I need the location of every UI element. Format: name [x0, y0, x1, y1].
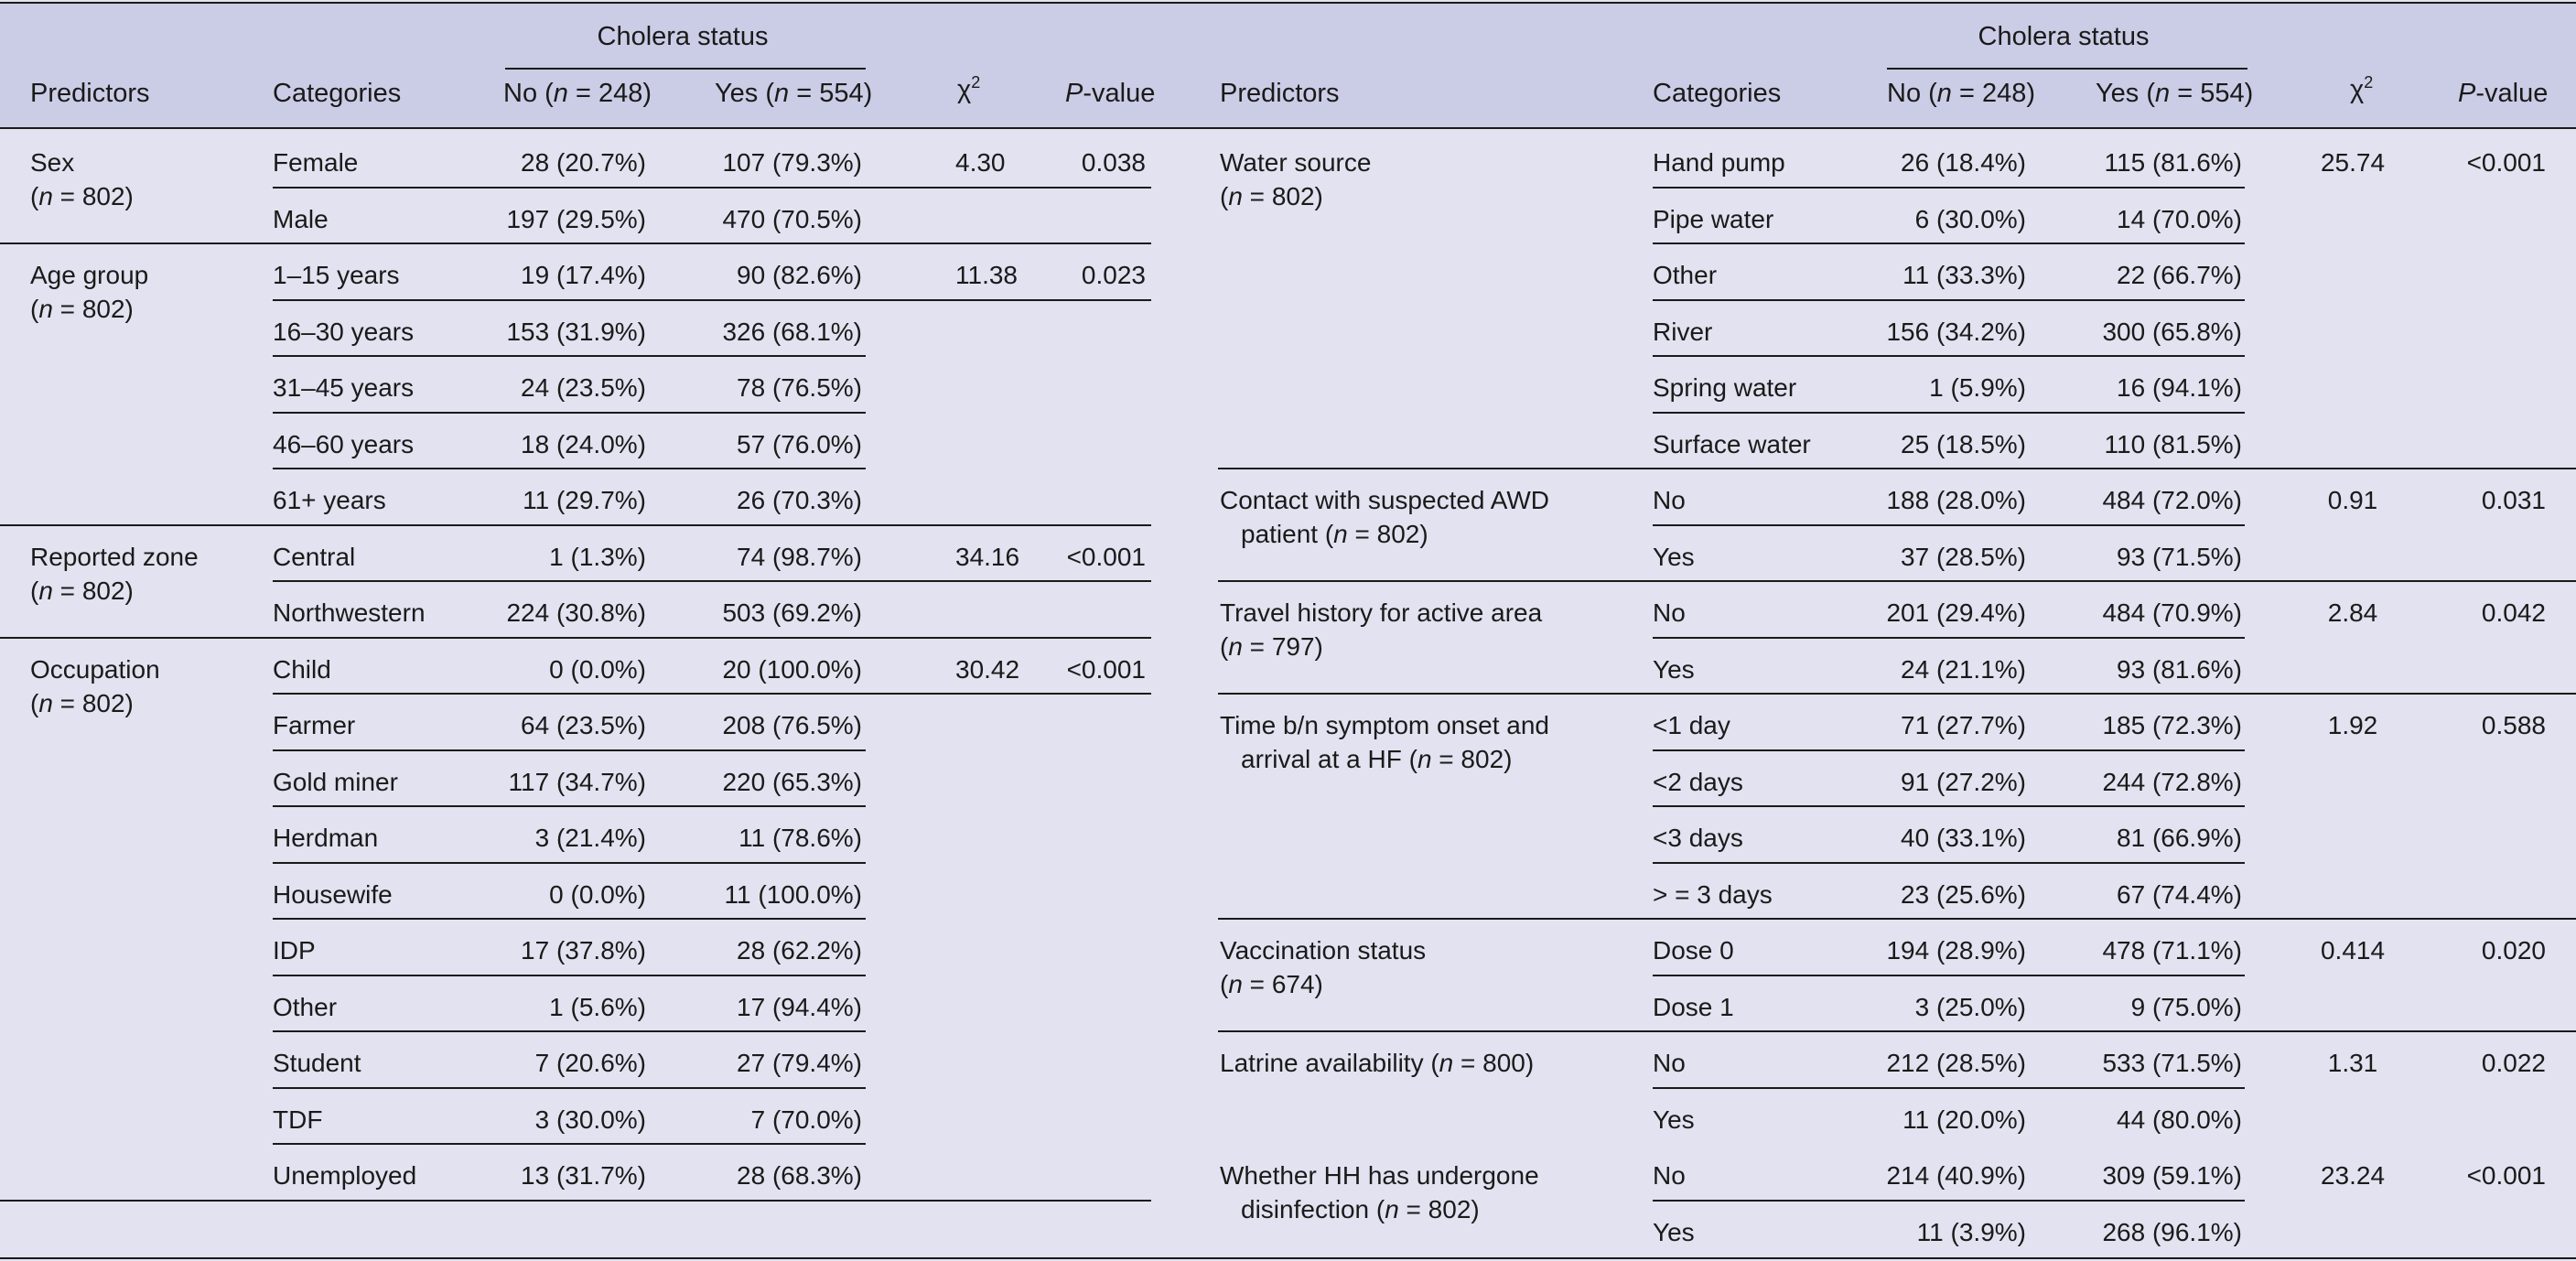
category-cell: 16–30 years	[273, 317, 415, 346]
no-count-cell: 3 (21.4%)	[534, 824, 646, 852]
paren: (	[30, 576, 39, 605]
category-cell: Yes	[1653, 654, 1695, 684]
text-fragment: Whether HH has undergone	[1220, 1161, 1539, 1190]
category-divider	[273, 975, 866, 976]
text-fragment: = 554)	[789, 79, 873, 108]
chi-square-value: 34.16	[955, 542, 1020, 571]
category-cell: Central	[273, 542, 356, 571]
category-divider	[273, 1030, 866, 1032]
text-fragment: = 248)	[567, 79, 652, 108]
text-fragment: = 802)	[1398, 1195, 1480, 1223]
group-divider	[0, 637, 1151, 639]
yes-count-cell: 244 (72.8%)	[2102, 767, 2242, 796]
category-divider	[1653, 749, 2245, 751]
category-cell: Yes	[1653, 1217, 1695, 1246]
no-count-cell: 25 (18.5%)	[1901, 429, 2026, 458]
category-divider	[1653, 355, 2245, 357]
no-count-cell: 6 (30.0%)	[1914, 204, 2026, 233]
text-fragment: (	[1220, 970, 1229, 998]
category-cell: <1 day	[1653, 711, 1730, 739]
chi-square-header	[957, 73, 980, 106]
p-value: <0.001	[2466, 148, 2546, 177]
p-value-header	[1065, 77, 1155, 110]
no-count-cell: 224 (30.8%)	[506, 598, 646, 627]
category-cell: TDF	[273, 1105, 323, 1134]
yes-count-cell: 93 (81.6%)	[2117, 654, 2242, 684]
category-cell: <2 days	[1653, 767, 1743, 796]
paren: (	[30, 688, 39, 717]
italic-n: n	[1333, 520, 1348, 548]
no-count-cell: 1 (5.6%)	[549, 992, 646, 1021]
category-cell: Surface water	[1653, 429, 1811, 458]
category-cell: No	[1653, 598, 1686, 627]
italic-n: n	[1228, 632, 1243, 661]
yes-count-cell: 478 (71.1%)	[2102, 936, 2242, 965]
no-count-cell: 13 (31.7%)	[521, 1161, 646, 1190]
chi-square-value: 0.91	[2327, 486, 2378, 514]
header-bottom-rule	[0, 127, 2576, 129]
category-divider	[273, 299, 1151, 301]
text-fragment: Contact with suspected AWD	[1220, 486, 1550, 514]
group-divider	[1218, 580, 2576, 582]
no-count-cell: 1 (1.3%)	[549, 542, 646, 571]
group-divider	[0, 1200, 1151, 1202]
no-count-cell: 201 (29.4%)	[1886, 598, 2026, 627]
category-cell: No	[1653, 1161, 1686, 1190]
text-fragment: = 802)	[52, 295, 134, 323]
text-fragment: (	[1220, 632, 1229, 661]
predictor-label: Reported zone	[30, 542, 199, 571]
p-value: <0.001	[1066, 654, 1146, 684]
group-divider	[1218, 918, 2576, 920]
no-count-cell: 17 (37.8%)	[521, 936, 646, 965]
category-cell: Yes	[1653, 542, 1695, 571]
yes-count-cell: 57 (76.0%)	[737, 429, 862, 458]
yes-count-cell: 110 (81.5%)	[2104, 429, 2242, 458]
yes-count-cell: 484 (72.0%)	[2102, 486, 2242, 514]
paren: (	[30, 295, 39, 323]
category-divider	[1653, 242, 2245, 244]
predictor-label	[1220, 934, 1426, 967]
no-count-cell: 37 (28.5%)	[1901, 542, 2026, 571]
category-divider	[273, 862, 866, 864]
predictor-label	[1241, 1193, 1480, 1226]
cholera-status-span-rule	[1887, 68, 2247, 70]
text-fragment: χ	[957, 75, 972, 104]
no-count-cell: 117 (34.7%)	[508, 767, 646, 796]
category-divider	[1653, 299, 2245, 301]
yes-count-cell: 300 (65.8%)	[2102, 317, 2242, 346]
yes-count-cell: 67 (74.4%)	[2117, 879, 2242, 909]
yes-count-cell: 309 (59.1%)	[2102, 1161, 2242, 1190]
yes-count-cell: 185 (72.3%)	[2102, 711, 2242, 739]
text-fragment: Yes (	[715, 79, 775, 108]
yes-column-header	[715, 77, 872, 110]
p-value: <0.001	[2466, 1161, 2546, 1190]
text-fragment: Vaccination status	[1220, 936, 1427, 965]
category-cell: Male	[273, 204, 329, 233]
predictor-label	[1220, 709, 1549, 742]
yes-count-cell: 326 (68.1%)	[722, 317, 862, 346]
yes-count-cell: 90 (82.6%)	[737, 261, 862, 289]
yes-count-cell: 115 (81.6%)	[2104, 148, 2242, 177]
predictor-label	[1220, 630, 1323, 663]
category-cell: Herdman	[273, 824, 379, 852]
category-cell: No	[1653, 486, 1686, 514]
italic-n: P	[2458, 79, 2476, 108]
no-count-cell: 11 (29.7%)	[523, 486, 646, 514]
text-fragment: (	[1220, 182, 1229, 210]
no-count-cell: 7 (20.6%)	[534, 1049, 646, 1077]
predictor-label: Sex	[30, 148, 75, 177]
group-divider	[1218, 693, 2576, 695]
group-divider	[1218, 468, 2576, 469]
yes-count-cell: 107 (79.3%)	[722, 148, 862, 177]
no-count-cell: 19 (17.4%)	[521, 261, 646, 289]
chi-square-exponent: 2	[2364, 73, 2374, 92]
category-cell: Dose 0	[1653, 936, 1734, 965]
text-fragment: = 797)	[1242, 632, 1323, 661]
group-divider	[1218, 1030, 2576, 1032]
yes-count-cell: 74 (98.7%)	[737, 542, 862, 571]
predictor-label	[1220, 968, 1323, 1001]
no-count-cell: 11 (3.9%)	[1916, 1217, 2026, 1246]
no-count-cell: 197 (29.5%)	[506, 204, 646, 233]
table-top-rule	[0, 2, 2576, 4]
italic-n: n	[1385, 1195, 1399, 1223]
no-count-cell: 11 (33.3%)	[1902, 261, 2026, 289]
category-divider	[273, 1087, 866, 1089]
predictor-label	[1220, 484, 1549, 517]
category-cell: <3 days	[1653, 824, 1743, 852]
yes-count-cell: 28 (62.2%)	[737, 936, 862, 965]
italic-n: n	[38, 182, 53, 210]
italic-n: P	[1065, 79, 1083, 108]
categories-header: Categories	[273, 79, 402, 108]
yes-count-cell: 16 (94.1%)	[2117, 373, 2242, 402]
text-fragment: No (	[503, 79, 554, 108]
category-cell: Unemployed	[273, 1161, 417, 1190]
p-value-header	[2458, 77, 2548, 110]
category-divider	[1653, 805, 2245, 807]
predictor-label	[1241, 743, 1512, 776]
yes-count-cell: 503 (69.2%)	[722, 598, 862, 627]
no-count-cell: 156 (34.2%)	[1886, 317, 2026, 346]
yes-count-cell: 533 (71.5%)	[2102, 1049, 2242, 1077]
cholera-status-span-rule	[505, 68, 866, 70]
text-fragment: -value	[1083, 79, 1156, 108]
yes-count-cell: 28 (68.3%)	[737, 1161, 862, 1190]
text-fragment: disinfection (	[1241, 1195, 1385, 1223]
yes-count-cell: 14 (70.0%)	[2117, 204, 2242, 233]
yes-count-cell: 27 (79.4%)	[737, 1049, 862, 1077]
category-cell: Other	[1653, 261, 1718, 289]
no-count-cell: 26 (18.4%)	[1901, 148, 2026, 177]
category-cell: River	[1653, 317, 1713, 346]
text-fragment: arrival at a HF (	[1241, 745, 1417, 773]
no-count-cell: 24 (23.5%)	[521, 373, 646, 402]
text-fragment: No (	[1887, 79, 1937, 108]
category-divider	[273, 468, 866, 469]
category-cell: Student	[273, 1049, 361, 1077]
no-count-cell: 40 (33.1%)	[1901, 824, 2026, 852]
italic-n: n	[1439, 1049, 1454, 1077]
yes-count-cell: 11 (100.0%)	[724, 879, 862, 909]
category-divider	[273, 187, 1151, 189]
italic-n: n	[1936, 79, 1952, 108]
cholera-status-header: Cholera status	[1978, 22, 2150, 51]
no-count-cell: 24 (21.1%)	[1901, 654, 2026, 684]
category-divider	[1653, 524, 2245, 526]
category-divider	[273, 580, 1151, 582]
italic-n: n	[774, 79, 790, 108]
no-count-cell: 3 (30.0%)	[534, 1105, 646, 1134]
group-divider	[0, 242, 1151, 244]
paren: (	[30, 182, 39, 210]
categories-header: Categories	[1653, 79, 1782, 108]
text-fragment: patient (	[1241, 520, 1334, 548]
no-count-cell: 23 (25.6%)	[1901, 879, 2026, 909]
category-divider	[1653, 637, 2245, 639]
yes-count-cell: 20 (100.0%)	[722, 654, 862, 684]
category-divider	[273, 1143, 866, 1145]
no-count-cell: 64 (23.5%)	[521, 711, 646, 739]
chi-square-value: 1.31	[2327, 1049, 2378, 1077]
predictor-label	[1220, 597, 1542, 630]
category-cell: 61+ years	[273, 486, 386, 514]
predictor-n	[30, 293, 134, 326]
text-fragment: = 248)	[1951, 79, 2036, 108]
table-bottom-rule	[0, 1257, 2576, 1259]
chi-square-value: 25.74	[2320, 148, 2386, 177]
category-cell: Dose 1	[1653, 992, 1734, 1021]
category-divider	[1653, 862, 2245, 864]
chi-square-value: 30.42	[955, 654, 1020, 684]
italic-n: n	[38, 688, 53, 717]
text-fragment: Water source	[1220, 148, 1372, 177]
predictors-header: Predictors	[1220, 79, 1340, 108]
no-count-cell: 214 (40.9%)	[1886, 1161, 2026, 1190]
italic-n: n	[38, 576, 53, 605]
text-fragment: Travel history for active area	[1220, 598, 1543, 627]
chi-square-header	[2350, 73, 2373, 106]
category-cell: Other	[273, 992, 338, 1021]
italic-n: n	[1417, 745, 1432, 773]
predictor-n	[30, 687, 134, 720]
no-count-cell: 28 (20.7%)	[521, 148, 646, 177]
predictor-n	[30, 180, 134, 213]
text-fragment: Yes (	[2096, 79, 2156, 108]
chi-square-value: 4.30	[955, 148, 1006, 177]
yes-count-cell: 11 (78.6%)	[738, 824, 862, 852]
text-fragment: = 802)	[1431, 745, 1513, 773]
no-count-cell: 18 (24.0%)	[521, 429, 646, 458]
yes-count-cell: 22 (66.7%)	[2117, 261, 2242, 289]
yes-count-cell: 268 (96.1%)	[2102, 1217, 2242, 1246]
text-fragment: Time b/n symptom onset and	[1220, 711, 1550, 739]
yes-column-header	[2096, 77, 2253, 110]
category-divider	[273, 355, 866, 357]
category-divider	[1653, 1200, 2245, 1202]
category-cell: Spring water	[1653, 373, 1797, 402]
yes-count-cell: 208 (76.5%)	[722, 711, 862, 739]
text-fragment: = 802)	[52, 182, 134, 210]
predictor-label	[1220, 180, 1323, 213]
text-fragment: Latrine availability (	[1220, 1049, 1439, 1077]
chi-square-exponent: 2	[971, 73, 981, 92]
category-cell: Housewife	[273, 879, 393, 909]
no-count-cell: 91 (27.2%)	[1901, 767, 2026, 796]
category-cell: IDP	[273, 936, 316, 965]
category-cell: Farmer	[273, 711, 356, 739]
p-value: 0.042	[2481, 598, 2546, 627]
category-cell: Northwestern	[273, 598, 426, 627]
chi-square-value: 1.92	[2327, 711, 2378, 739]
category-cell: 1–15 years	[273, 261, 400, 289]
yes-count-cell: 81 (66.9%)	[2117, 824, 2242, 852]
category-divider	[1653, 975, 2245, 976]
category-cell: Child	[273, 654, 331, 684]
no-count-cell: 1 (5.9%)	[1929, 373, 2026, 402]
category-cell: Female	[273, 148, 359, 177]
italic-n: n	[2155, 79, 2171, 108]
no-count-cell: 3 (25.0%)	[1914, 992, 2026, 1021]
no-count-cell: 194 (28.9%)	[1886, 936, 2026, 965]
p-value: 0.023	[1081, 261, 1146, 289]
text-fragment: = 674)	[1242, 970, 1323, 998]
p-value: 0.022	[2481, 1049, 2546, 1077]
category-divider	[273, 749, 866, 751]
predictor-label	[1220, 146, 1371, 179]
italic-n: n	[553, 79, 568, 108]
yes-count-cell: 44 (80.0%)	[2117, 1105, 2242, 1134]
no-count-cell: 212 (28.5%)	[1886, 1049, 2026, 1077]
group-divider	[0, 524, 1151, 526]
category-cell: 46–60 years	[273, 429, 415, 458]
italic-n: n	[1228, 182, 1243, 210]
no-count-cell: 0 (0.0%)	[549, 879, 646, 909]
p-value: 0.038	[1081, 148, 1146, 177]
p-value: 0.588	[2481, 711, 2546, 739]
predictor-label: Age group	[30, 261, 149, 289]
p-value: 0.031	[2481, 486, 2546, 514]
category-divider	[273, 918, 866, 920]
yes-count-cell: 93 (71.5%)	[2117, 542, 2242, 571]
text-fragment: -value	[2475, 79, 2549, 108]
text-fragment: = 554)	[2170, 79, 2254, 108]
yes-count-cell: 470 (70.5%)	[722, 204, 862, 233]
predictor-n	[30, 575, 134, 608]
predictor-label: Occupation	[30, 654, 160, 684]
category-divider	[1653, 412, 2245, 414]
yes-count-cell: 78 (76.5%)	[737, 373, 862, 402]
category-divider	[1653, 1087, 2245, 1089]
p-value: <0.001	[1066, 542, 1146, 571]
category-cell: Hand pump	[1653, 148, 1785, 177]
text-fragment: χ	[2350, 75, 2365, 104]
category-divider	[273, 693, 1151, 695]
no-count-cell: 188 (28.0%)	[1886, 486, 2026, 514]
yes-count-cell: 220 (65.3%)	[722, 767, 862, 796]
no-count-cell: 153 (31.9%)	[506, 317, 646, 346]
category-divider	[1653, 187, 2245, 189]
yes-count-cell: 17 (94.4%)	[737, 992, 862, 1021]
text-fragment: = 802)	[52, 688, 134, 717]
italic-n: n	[38, 295, 53, 323]
category-cell: Yes	[1653, 1105, 1695, 1134]
text-fragment: = 802)	[52, 576, 134, 605]
cholera-status-header: Cholera status	[597, 22, 769, 51]
no-column-header	[503, 77, 652, 110]
chi-square-value: 2.84	[2327, 598, 2378, 627]
text-fragment: = 802)	[1347, 520, 1428, 548]
chi-square-value: 23.24	[2320, 1161, 2386, 1190]
yes-count-cell: 26 (70.3%)	[737, 486, 862, 514]
text-fragment: = 802)	[1242, 182, 1323, 210]
predictor-label	[1220, 1047, 1534, 1080]
category-cell: No	[1653, 1049, 1686, 1077]
predictor-label	[1241, 518, 1428, 551]
category-divider	[273, 412, 866, 414]
text-fragment: = 800)	[1453, 1049, 1535, 1077]
yes-count-cell: 484 (70.9%)	[2102, 598, 2242, 627]
category-cell: > = 3 days	[1653, 879, 1773, 909]
p-value: 0.020	[2481, 936, 2546, 965]
no-count-cell: 71 (27.7%)	[1901, 711, 2026, 739]
predictors-header: Predictors	[30, 79, 150, 108]
chi-square-value: 11.38	[955, 261, 1018, 289]
no-column-header	[1887, 77, 2035, 110]
yes-count-cell: 9 (75.0%)	[2130, 992, 2242, 1021]
chi-square-value: 0.414	[2320, 936, 2386, 965]
category-cell: 31–45 years	[273, 373, 415, 402]
italic-n: n	[1228, 970, 1243, 998]
no-count-cell: 0 (0.0%)	[549, 654, 646, 684]
no-count-cell: 11 (20.0%)	[1902, 1105, 2026, 1134]
predictor-label	[1220, 1159, 1539, 1192]
yes-count-cell: 7 (70.0%)	[750, 1105, 862, 1134]
category-divider	[273, 805, 866, 807]
category-cell: Gold miner	[273, 767, 398, 796]
category-cell: Pipe water	[1653, 204, 1774, 233]
